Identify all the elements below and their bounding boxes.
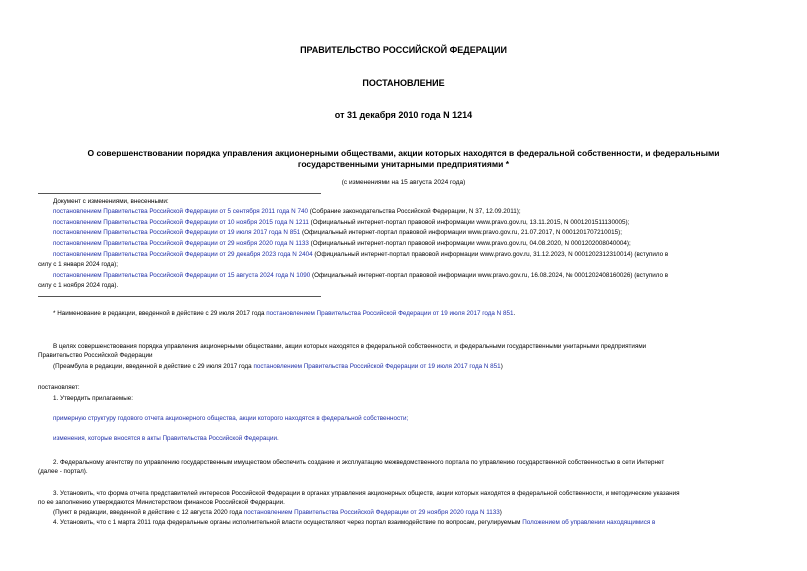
- change-details: (Официальный интернет-портал правовой информации www.pravo.gov.ru, 13.11.2015, N 0001201511130005);: [308, 219, 630, 226]
- document-date-number: от 31 декабря 2010 года N 1214: [334, 110, 473, 120]
- changes-note: (с изменениями на 15 августа 2024 года): [341, 179, 466, 186]
- change-item: [53, 218, 629, 228]
- change-item-continuation: силу с 1 января 2024 года);: [38, 261, 118, 268]
- change-details: (Официальный интернет-портал правовой информации www.pravo.gov.ru, 21.07.2017, N 0001201707210015);: [300, 229, 623, 236]
- preamble-continuation: Правительство Российской Федерации: [38, 352, 153, 359]
- change-details: (Официальный интернет-портал правовой информации www.pravo.gov.ru, 04.08.2020, N 0001202008040004);: [308, 240, 631, 247]
- government-heading: ПРАВИТЕЛЬСТВО РОССИЙСКОЙ ФЕДЕРАЦИИ: [300, 45, 507, 55]
- document-title: [0, 148, 807, 170]
- divider-top: [38, 193, 321, 194]
- paragraph-4-link[interactable]: Положением об управлении находящимися в: [522, 519, 656, 526]
- paragraph-3: 3. Установить, что форма отчета представителей интересов Российской Федерации в органах управления акционерных обществ, акции которых находятся в федеральной собственности, и методические указания: [53, 490, 680, 497]
- paragraph-3-note: (Пункт в редакции, введенной в действие с 12 августа 2020 года постановлением Правительства Российской Федерации от 29 ноября 2020 года N 1133): [53, 509, 502, 516]
- change-link[interactable]: постановлением Правительства Российской Федерации от 10 ноября 2015 года N 1211: [53, 219, 309, 226]
- footnote: * Наименование в редакции, введенной в действие с 29 июля 2017 года постановлением Правительства Российской Федерации от 19 июля 2017 года N 851.: [53, 310, 516, 317]
- decides-text: постановляет:: [38, 384, 80, 391]
- paragraph-2-continuation: (далее - портал).: [38, 468, 88, 475]
- change-item: [53, 228, 622, 238]
- preamble-note: (Преамбула в редакции, введенной в действие с 29 июля 2017 года постановлением Правительства Российской Федерации от 19 июля 2017 года N 851): [53, 363, 503, 370]
- title-line-1: О совершенствовании порядка управления акционерными обществами, акции которых находятся в федеральной собственности, и федеральными: [87, 148, 720, 158]
- changes-intro: Документ с изменениями, внесенными:: [53, 198, 169, 205]
- change-item: [53, 271, 668, 281]
- paragraph-4: 4. Установить, что с 1 марта 2011 года федеральные органы исполнительной власти осуществляют через портал взаимодействие по вопросам, регулируемым Положением об управлении находящимися в: [53, 519, 656, 526]
- change-details: (Официальный интернет-портал правовой информации www.pravo.gov.ru, 16.08.2024, № 0001202408160026) (вступило в: [310, 272, 669, 279]
- divider-bottom: [38, 296, 321, 297]
- change-item: [53, 239, 631, 249]
- change-link[interactable]: постановлением Правительства Российской Федерации от 29 ноября 2020 года N 1133: [53, 240, 309, 247]
- change-details: (Собрание законодательства Российской Федерации, N 37, 12.09.2011);: [307, 208, 521, 215]
- footnote-link[interactable]: постановлением Правительства Российской Федерации от 19 июля 2017 года N 851: [266, 310, 514, 317]
- change-details: (Официальный интернет-портал правовой информации www.pravo.gov.ru, 31.12.2023, N 0001202312310014) (вступило в: [312, 251, 669, 258]
- change-item-continuation: силу с 1 ноября 2024 года).: [38, 282, 119, 289]
- change-link[interactable]: постановлением Правительства Российской Федерации от 29 декабря 2023 года N 2404: [53, 251, 313, 258]
- change-link[interactable]: постановлением Правительства Российской Федерации от 15 августа 2024 года N 1090: [53, 272, 311, 279]
- document-type-heading: ПОСТАНОВЛЕНИЕ: [362, 78, 445, 88]
- paragraph-1b-link[interactable]: изменения, которые вносятся в акты Правительства Российской Федерации.: [53, 435, 279, 442]
- preamble-text: В целях совершенствования порядка управления акционерными обществами, акции которых находятся в федеральной собственности, и федеральными государственными унитарными предприятиями: [53, 343, 647, 350]
- change-item: [53, 250, 668, 260]
- paragraph-1: 1. Утвердить прилагаемые:: [53, 395, 133, 402]
- change-link[interactable]: постановлением Правительства Российской Федерации от 19 июля 2017 года N 851: [53, 229, 301, 236]
- paragraph-3-note-link[interactable]: постановлением Правительства Российской Федерации от 29 ноября 2020 года N 1133: [243, 509, 500, 516]
- footnote-text: * Наименование в редакции, введенной в действие с 29 июля 2017 года: [53, 310, 267, 317]
- preamble-note-link[interactable]: постановлением Правительства Российской Федерации от 19 июля 2017 года N 851: [253, 363, 501, 370]
- paragraph-1a-link[interactable]: примерную структуру годового отчета акционерного общества, акции которого находятся в федеральной собственности;: [53, 415, 409, 422]
- paragraph-3-continuation: по ее заполнению утверждаются Министерством финансов Российской Федерации.: [38, 499, 285, 506]
- change-item: [53, 207, 521, 217]
- change-link[interactable]: постановлением Правительства Российской Федерации от 5 сентября 2011 года N 740: [53, 208, 308, 215]
- title-line-2: государственными унитарными предприятиями *: [297, 159, 510, 169]
- paragraph-2: 2. Федеральному агентству по управлению государственным имуществом обеспечить создание и эксплуатацию межведомственного портала по управлению государственной собственностью в сети Интернет: [53, 459, 665, 466]
